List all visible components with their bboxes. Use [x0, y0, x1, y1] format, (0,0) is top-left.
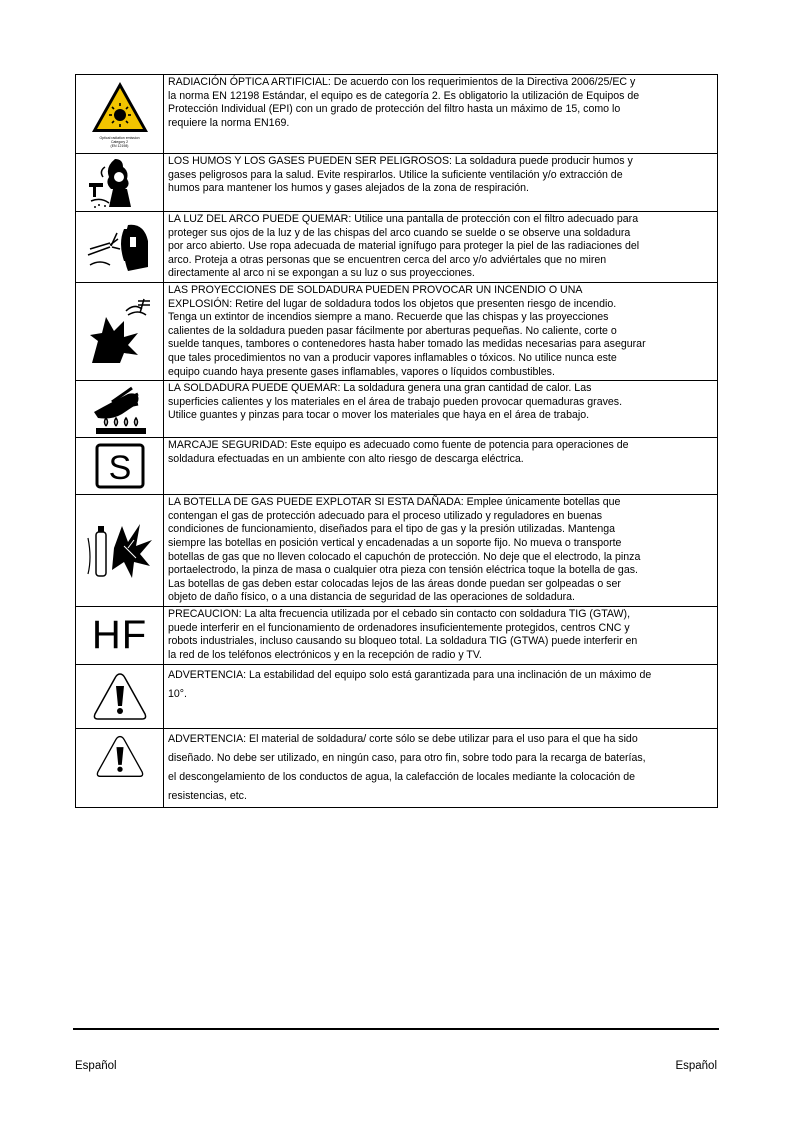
text-cell [164, 438, 718, 495]
gas-cylinder-explosion-icon [84, 518, 156, 584]
warning-text: LA LUZ DEL ARCO PUEDE QUEMAR: Utilice una pantalla de protección con el filtro adecuado para proteger sus ojos de la luz y de las chispas del arco cuando se suelde o se observe una soldadura por arco abierto. Use ropa adecuada de material ignífugo para proteger la piel de las radiaciones del arco. Proteja a otras personas que se encuentren cerca del arco y/o adviértales que no miren directamente al arco ni se expongan a su luz o sus proyecciones. [168, 213, 640, 280]
icon-cell [76, 607, 164, 664]
warning-text: ADVERTENCIA: El material de soldadura/ corte sólo se debe utilizar para el uso para el que ha sido diseñado. No debe ser utilizado, en ningún caso, para otro fin, sobre todo para la recarga de baterías, el descongelamiento de los conductos de agua, la calefacción de locales mediante la colocación de resistencias, etc. [168, 732, 646, 802]
footer-divider [73, 1028, 719, 1030]
text-cell [164, 282, 718, 380]
footer-language-left: Español [75, 1060, 117, 1072]
icon-cell [76, 212, 164, 283]
text-cell [164, 75, 718, 154]
svg-text:S: S [108, 449, 131, 488]
hot-surface-hand-icon [84, 382, 156, 436]
warning-row-stability [76, 664, 718, 728]
warning-text: PRECAUCION: La alta frecuencia utilizada por el cebado sin contacto con soldadura TIG (GTAW), puede interferir en el funcionamiento de ordenadores insuficientemente protegidos, centros CNC y robots industriales, incluso causando su bloqueo total. La soldadura TIG (GTWA) puede interferir en la red de los teléfonos electrónicos y en la recepción de radio y TV. [168, 608, 638, 661]
warning-row-misuse [76, 728, 718, 807]
text-cell [164, 212, 718, 283]
text-cell [164, 154, 718, 212]
s-mark-icon [95, 443, 145, 489]
footer-language-right: Español [675, 1060, 717, 1072]
optical-radiation-warning-icon [90, 80, 150, 136]
warning-exclamation-icon [90, 670, 150, 722]
icon-cell [76, 728, 164, 807]
icon-cell [76, 664, 164, 728]
warning-text: LA SOLDADURA PUEDE QUEMAR: La soldadura genera una gran cantidad de calor. Las superficies calientes y los materiales en el área de trabajo pueden provocar quemaduras graves. Utilice guantes y pinzas para tocar o mover los materiales que haya en el área de trabajo. [168, 382, 623, 422]
warning-row-arc-light [76, 212, 718, 283]
warning-text: LA BOTELLA DE GAS PUEDE EXPLOTAR SI ESTA DAÑADA: Emplee únicamente botellas que contengan el gas de protección adecuado para el proceso utilizado y reguladores en buenas condiciones de funcionamiento, diseñados para el tipo de gas y la presión utilizadas. Mantenga siempre las botellas en posición vertical y encadenadas a un soporte fijo. No mueva o transporte botellas de gas que no lleven colocado el capuchón de protección. No deje que el electrodo, la pinza portaelectrodo, la pinza de masa o cualquier otra pieza con tensión eléctrica toque la botella de gas. Las botellas de gas deben estar colocadas lejos de las áreas donde puedan ser golpeadas o ser objeto de daño físico, o a una distancia de seguridad de las operaciones de soldadura. [168, 496, 641, 604]
icon-cell [76, 282, 164, 380]
fumes-gases-icon [85, 157, 155, 209]
icon-caption: Optical radiation emission Category 2 (EN 12198) [99, 136, 140, 148]
warning-exclamation-icon [90, 733, 150, 779]
warning-row-fumes [76, 154, 718, 212]
hf-icon: HF [91, 613, 148, 658]
text-cell [164, 607, 718, 664]
icon-cell [76, 381, 164, 438]
icon-cell [76, 75, 164, 154]
warning-text: ADVERTENCIA: La estabilidad del equipo solo está garantizada para una inclinación de un máximo de 10°. [168, 668, 652, 700]
arc-welding-mask-icon [84, 219, 156, 275]
warning-row-gas-cylinder [76, 495, 718, 607]
warning-text: LOS HUMOS Y LOS GASES PUEDEN SER PELIGROSOS: La soldadura puede producir humos y gases peligrosos para la salud. Evite respirarlos. Utilice la suficiente ventilación y/o extracción de humos para mantener los humos y gases alejados de la zona de respiración. [168, 155, 633, 195]
warning-row-explosion [76, 282, 718, 380]
text-cell [164, 495, 718, 607]
icon-cell [76, 154, 164, 212]
text-cell [164, 381, 718, 438]
icon-cell [76, 495, 164, 607]
warning-text: LAS PROYECCIONES DE SOLDADURA PUEDEN PROVOCAR UN INCENDIO O UNA EXPLOSIÓN: Retire del lugar de soldadura todos los objetos que presenten riesgo de incendio. Tenga un extintor de incendios siempre a mano. Recuerde que las chispas y las proyecciones calientes de la soldadura pueden pasar fácilmente por aberturas pequeñas. No caliente, corte o suelde tanques, tambores o contenedores hasta haber tomado las medidas necesarias para asegurar que tales procedimientos no van a producir vapores inflamables o tóxicos. No utilice nunca este equipo cuando haya presente gases inflamables, vapores o líquidos combustibles. [168, 283, 646, 378]
warning-row-optical-radiation [76, 75, 718, 154]
icon-cell [76, 438, 164, 495]
safety-warnings-table [75, 74, 718, 808]
explosion-fire-icon [84, 297, 156, 367]
warning-row-hf [76, 607, 718, 664]
text-cell [164, 664, 718, 728]
warning-text: RADIACIÓN ÓPTICA ARTIFICIAL: De acuerdo con los requerimientos de la Directiva 2006/25/EC y la norma EN 12198 Estándar, el equipo es de categoría 2. Es obligatorio la utilización de Equipos de Protección Individual (EPI) con un grado de protección del filtro hasta un máximo de 15, como lo requiere la norma EN169. [168, 76, 640, 129]
warning-row-hot-surface [76, 381, 718, 438]
text-cell [164, 728, 718, 807]
warning-text: MARCAJE SEGURIDAD: Este equipo es adecuado como fuente de potencia para operaciones de soldadura efectuadas en un ambiente con alto riesgo de descarga eléctrica. [168, 439, 629, 465]
warning-row-s-mark [76, 438, 718, 495]
